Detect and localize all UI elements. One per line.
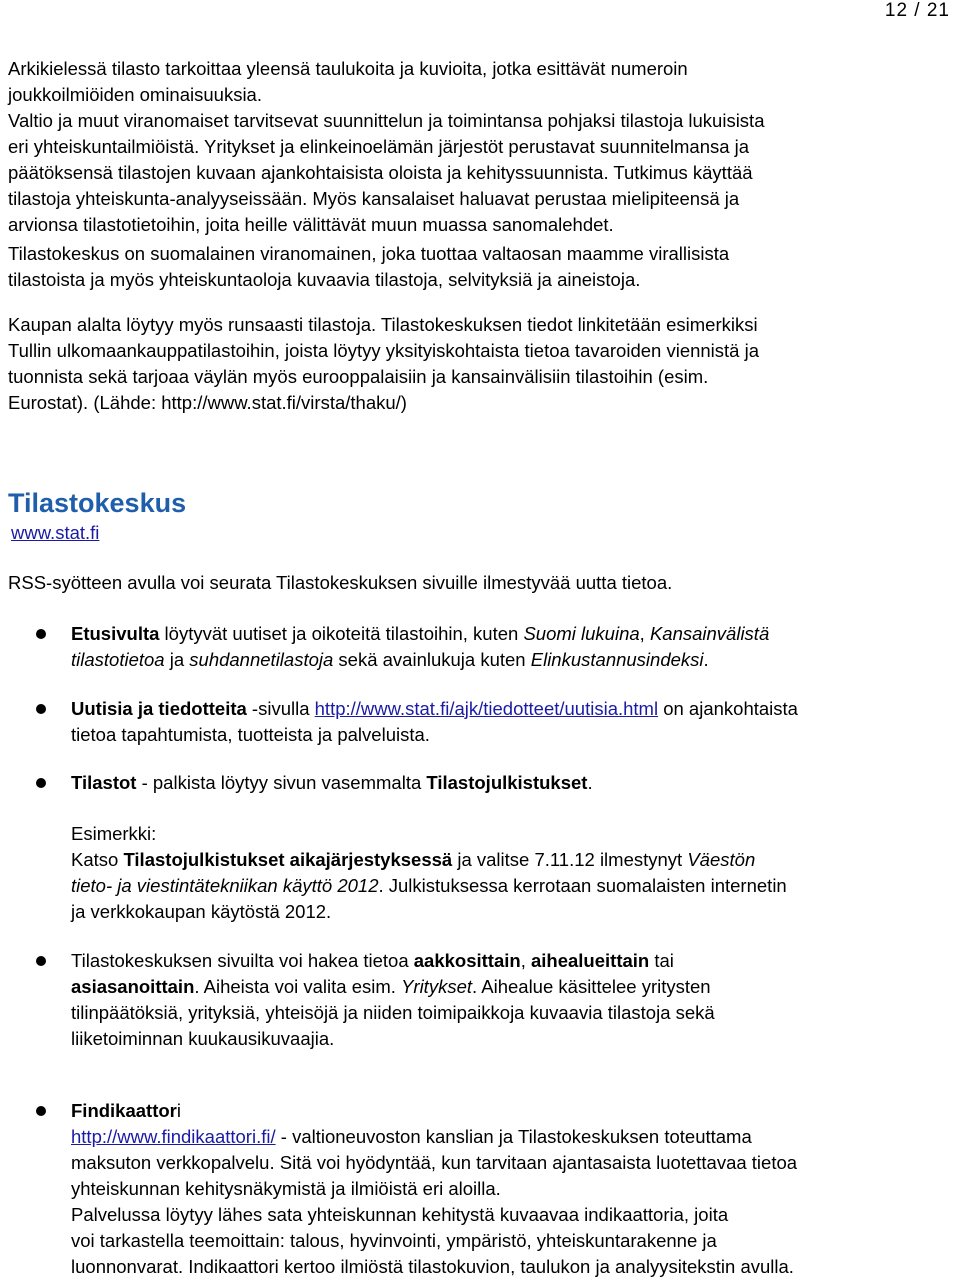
text-line: ja verkkokaupan käytöstä 2012.	[71, 901, 332, 922]
text-line: eri yhteiskuntailmiöistä. Yritykset ja elinkeinoelämän järjestöt perustavat suunnitelmansa ja	[8, 136, 750, 157]
uutisia-link[interactable]: http://www.stat.fi/ajk/tiedotteet/uutisia.html	[314, 698, 659, 719]
bullet-icon	[36, 704, 46, 714]
text: ja	[164, 649, 190, 670]
text: . Aihealue käsittelee yritysten	[472, 976, 711, 997]
findikaattori-link[interactable]: http://www.findikaattori.fi/	[71, 1126, 276, 1147]
text-line: tilinpäätöksiä, yrityksiä, yhteisöjä ja niiden toimipaikkoja kuvaavia tilastoja sekä	[71, 1002, 715, 1023]
text-line: RSS-syötteen avulla voi seurata Tilastokeskuksen sivuille ilmestyvää uutta tietoa.	[8, 572, 673, 593]
text: Katso	[71, 849, 124, 870]
bullet-icon	[36, 956, 46, 966]
text-line: voi tarkastella teemoittain: talous, hyvinvointi, ympäristö, yhteiskuntarakenne ja	[71, 1230, 717, 1251]
findikaattori-bold: Findikaattor	[71, 1100, 177, 1121]
list-item-uutisia	[71, 696, 951, 748]
text-line: joukkoilmiöiden ominaisuuksia.	[8, 84, 262, 105]
tilastojulkistukset-bold: Tilastojulkistukset	[426, 772, 588, 793]
text: ,	[639, 623, 650, 644]
text-italic: tilastotietoa	[71, 649, 165, 670]
text-bold: asiasanoittain	[71, 976, 195, 997]
text: .	[587, 772, 593, 793]
text-italic: suhdannetilastoja	[189, 649, 334, 670]
uutisia-bold: Uutisia ja tiedotteita	[71, 698, 247, 719]
text-line: Palvelussa löytyy lähes sata yhteiskunnan kehitystä kuvaavaa indikaattoria, joita	[71, 1204, 729, 1225]
text-bold: aakkosittain	[413, 950, 521, 971]
list-item-hakea	[71, 948, 951, 1052]
text-line: Tullin ulkomaankauppatilastoihin, joista löytyy yksityiskohtaista tietoa tavaroiden viennistä ja	[8, 340, 760, 361]
text: ja valitse 7.11.12 ilmestynyt	[452, 849, 688, 870]
text: löytyvät uutiset ja oikoteitä tilastoihin, kuten	[159, 623, 524, 644]
text: i	[176, 1100, 181, 1121]
intro-paragraph-2	[8, 241, 938, 293]
text-line: Kaupan alalta löytyy myös runsaasti tilastoja. Tilastokeskuksen tiedot linkitetään esimerkiksi	[8, 314, 758, 335]
intro-paragraph-3	[8, 312, 938, 416]
text-line: tietoa tapahtumista, tuotteista ja palveluista.	[71, 724, 430, 745]
text: - valtioneuvoston kanslian ja Tilastokeskuksen toteuttama	[275, 1126, 752, 1147]
etusivu-bold: Etusivulta	[71, 623, 160, 644]
bullet-icon	[36, 1106, 46, 1116]
page-number: 12 / 21	[884, 0, 950, 21]
list-item-etusivu	[71, 621, 951, 673]
text-italic: Elinkustannusindeksi	[530, 649, 704, 670]
text-bold: Tilastojulkistukset aikajärjestyksessä	[123, 849, 453, 870]
text-italic: Yritykset	[401, 976, 472, 997]
text-italic: Väestön	[687, 849, 756, 870]
list-item-tilastot	[71, 770, 951, 796]
text-line: luonnonvarat. Indikaattori kertoo ilmiöstä tilastokuvion, taulukon ja analyysitekstin avulla.	[71, 1256, 794, 1277]
text-italic: tieto- ja viestintätekniikan käyttö 2012	[71, 875, 379, 896]
text-line: tuonnista sekä tarjoaa väylän myös eurooppalaisiin ja kansainvälisiin tilastoihin (esim.	[8, 366, 709, 387]
text: sekä avainlukuja kuten	[333, 649, 531, 670]
text-line: Valtio ja muut viranomaiset tarvitsevat suunnittelun ja toimintansa pohjaksi tilastoja lukuisista	[8, 110, 765, 131]
text: -sivulla	[246, 698, 315, 719]
tilastot-bold: Tilastot	[71, 772, 137, 793]
bullet-icon	[36, 629, 46, 639]
text: . Aiheista voi valita esim.	[194, 976, 402, 997]
text: - palkista löytyy sivun vasemmalta	[136, 772, 427, 793]
text-line: arvionsa tilastotietoihin, joita heille välittävät muun muassa sanomalehdet.	[8, 214, 614, 235]
text-line: Arkikielessä tilasto tarkoittaa yleensä taulukoita ja kuvioita, jotka esittävät numeroin	[8, 58, 688, 79]
text-bold: aihealueittain	[530, 950, 650, 971]
bullet-icon	[36, 778, 46, 788]
rss-text	[8, 570, 938, 596]
text: ,	[520, 950, 531, 971]
text: on ajankohtaista	[658, 698, 798, 719]
text-line: yhteiskunnan kehitysnäkymistä ja ilmiöistä eri aloilla.	[71, 1178, 501, 1199]
text-line: Eurostat). (Lähde: http://www.stat.fi/virsta/thaku/)	[8, 392, 407, 413]
text: Tilastokeskuksen sivuilta voi hakea tietoa	[71, 950, 414, 971]
example-label: Esimerkki:	[71, 823, 157, 844]
text-line: tilastoja yhteiskunta-analyyseissään. Myös kansalaiset haluavat perustaa mielipiteensä ja	[8, 188, 740, 209]
text: . Julkistuksessa kerrotaan suomalaisten internetin	[378, 875, 787, 896]
text-line: maksuton verkkopalvelu. Sitä voi hyödyntää, kun tarvitaan ajantasaista luotettavaa tietoa	[71, 1152, 798, 1173]
section-heading: Tilastokeskus	[8, 488, 187, 518]
text-line: tilastoista ja myös yhteiskuntaoloja kuvaavia tilastoja, selvityksiä ja aineistoja.	[8, 269, 641, 290]
list-item-findikaattori	[71, 1098, 951, 1280]
example-block	[71, 821, 951, 925]
intro-paragraph-1	[8, 56, 938, 238]
text-line: Tilastokeskus on suomalainen viranomainen, joka tuottaa valtaosan maamme virallisista	[8, 243, 730, 264]
text-italic: Kansainvälistä	[649, 623, 770, 644]
text-line: päätöksensä tilastojen kuvaan ajankohtaisista oloista ja kehityssuunnista. Tutkimus käyttää	[8, 162, 753, 183]
text: tai	[649, 950, 674, 971]
stat-fi-link[interactable]: www.stat.fi	[11, 522, 100, 543]
text: .	[703, 649, 709, 670]
text-italic: Suomi lukuina	[523, 623, 640, 644]
text-line: liiketoiminnan kuukausikuvaajia.	[71, 1028, 335, 1049]
